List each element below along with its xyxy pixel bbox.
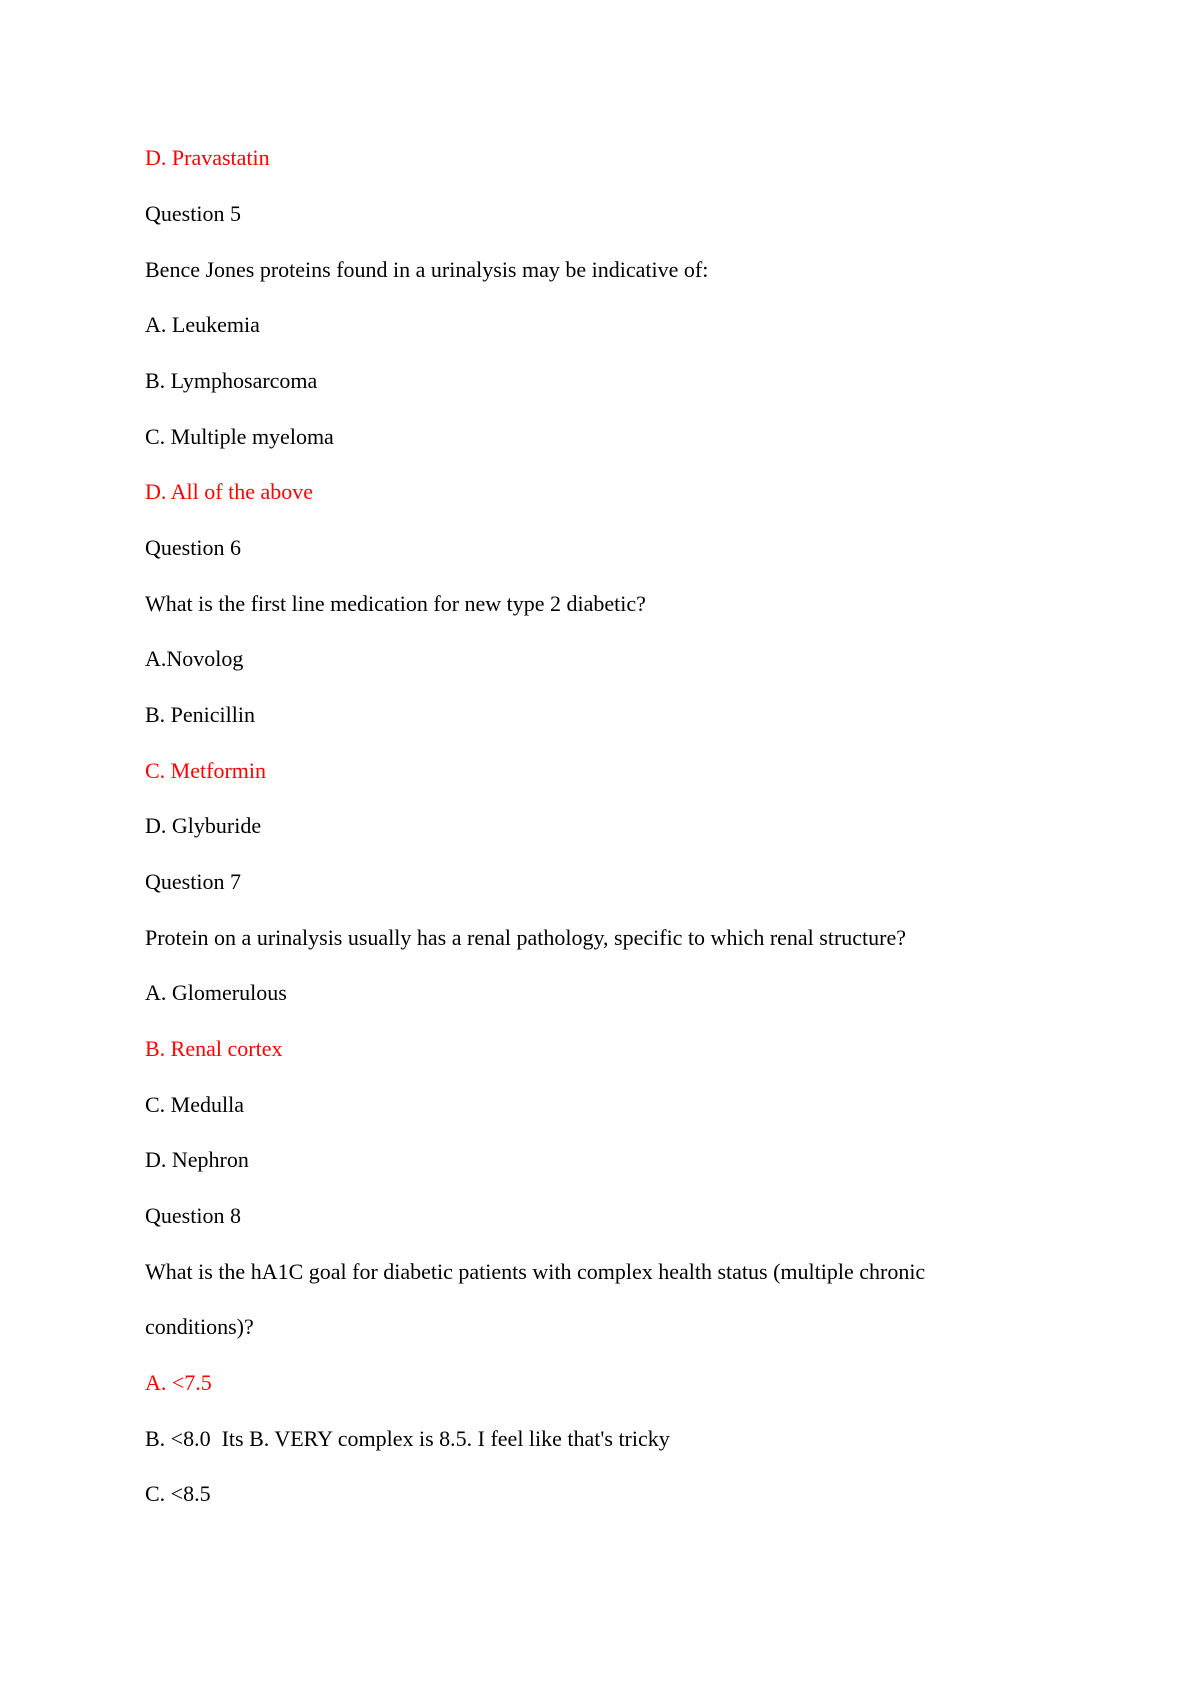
question-6-option-a: A.Novolog	[145, 646, 244, 671]
question-6-heading: Question 6	[145, 535, 241, 560]
question-5-prompt: Bence Jones proteins found in a urinalysis may be indicative of:	[145, 257, 709, 282]
question-8-option-b: B. <8.0 Its B. VERY complex is 8.5. I feel like that's tricky	[145, 1426, 670, 1451]
question-7-option-a: A. Glomerulous	[145, 980, 287, 1005]
question-8-option-a: A. <7.5	[145, 1370, 212, 1395]
question-5-option-c: C. Multiple myeloma	[145, 424, 334, 449]
question-6-option-c: C. Metformin	[145, 758, 266, 783]
question-8-prompt-continued: conditions)?	[145, 1314, 254, 1339]
question-5-option-a: A. Leukemia	[145, 312, 260, 337]
question-5-heading: Question 5	[145, 201, 241, 226]
question-7-prompt: Protein on a urinalysis usually has a renal pathology, specific to which renal structure?	[145, 925, 907, 950]
question-8-prompt: What is the hA1C goal for diabetic patients with complex health status (multiple chronic	[145, 1259, 926, 1284]
question-7-option-b: B. Renal cortex	[145, 1036, 283, 1061]
question-7-option-c: C. Medulla	[145, 1092, 244, 1117]
question-5-option-b: B. Lymphosarcoma	[145, 368, 318, 393]
question-8-heading: Question 8	[145, 1203, 241, 1228]
answer-q4-option-d: D. Pravastatin	[145, 145, 270, 170]
question-5-option-d: D. All of the above	[145, 479, 314, 504]
question-7-option-d: D. Nephron	[145, 1147, 249, 1172]
question-6-option-d: D. Glyburide	[145, 813, 262, 838]
question-7-heading: Question 7	[145, 869, 241, 894]
question-6-option-b: B. Penicillin	[145, 702, 255, 727]
question-6-prompt: What is the first line medication for new type 2 diabetic?	[145, 591, 646, 616]
question-8-option-c: C. <8.5	[145, 1481, 211, 1506]
